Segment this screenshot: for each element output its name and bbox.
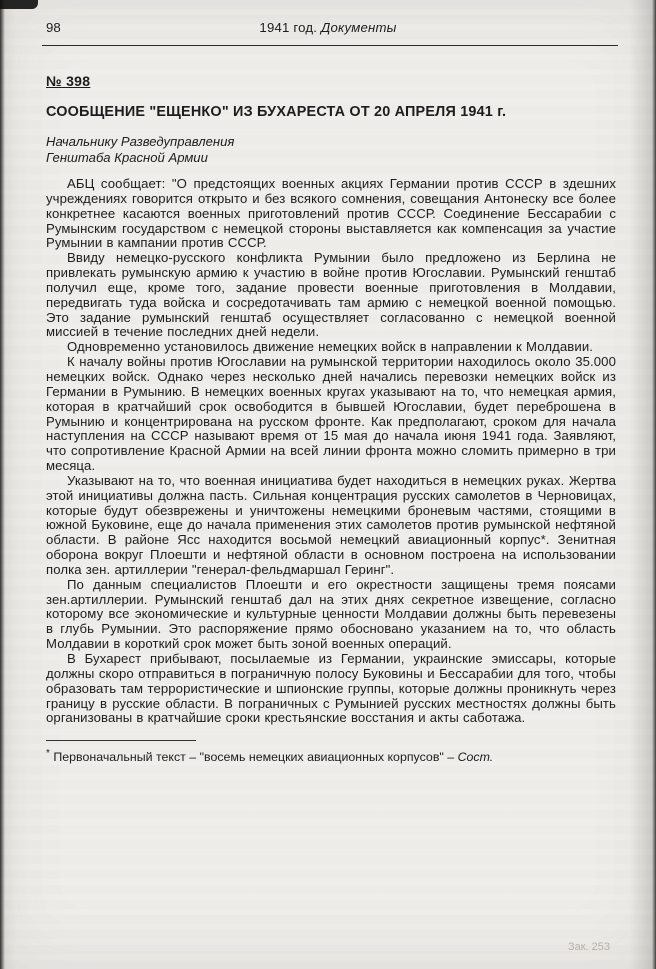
footnote-body: Первоначальный текст – "восемь немецких авиационных корпусов" –: [49, 750, 458, 765]
paragraph-7: В Бухарест прибывают, посылаемые из Германии, украинские эмиссары, которые должны скоро отправиться в пограничную полосу Буковины и Бессарабии для того, чтобы образовать там террористические и шпионские группы, которые должны проникнуть через границу в русские области. В пограничных с Румынией русских местностях должны быть организованы в кратчайшие сроки крестьянские восстания и акты саботажа.: [46, 651, 616, 726]
footnote-marker: *: [46, 748, 50, 760]
addressee-line-1: Начальнику Разведуправления: [46, 134, 235, 149]
header-rule: [42, 45, 618, 46]
paragraph-4: К началу войны против Югославии на румынской территории находилось около 35.000 немецких войск. Однако через несколько дней начались перевозки немецких войск из Германии в Румынию. В немецких военных кругах указывают на то, что немецкая армия, которая в кратчайший срок освободится в бывшей Югославии, будет переброшена в Румынию и концентрирована на русском фронте. Как предполагают, сроком для начала наступления на СССР называют время от 15 мая до начала июня 1941 года. Заявляют, что сопротивление Красной Армии на всей линии фронта можно сломить примерно в три месяца.: [46, 354, 616, 474]
paragraph-6: По данным специалистов Плоешти и его окрестности защищены тремя поясами зен.артиллерии. Румынский генштаб дал на этих днях секретное извещение, согласно которому все экономические и культурные ценности Молдавии должны быть перевезены в глубь Румынии. Это распоряжение прямо обосновано указанием на то, что область Молдавии в короткий срок может быть зоной военных операций.: [46, 576, 616, 652]
running-title: [0, 20, 656, 35]
paragraph-2: Ввиду немецко-русского конфликта Румынии было предложено из Берлина не привлекать румынскую армию к участию в войне против Югославии. Румынский генштаб получил еще, кроме того, задание провести военные приготовления в Молдавии, передвигать туда войска и сосредотачивать там армию с немецкой военной помощью. Это задание румынский генштаб осуществляет согласованно с немецкой военной миссией в течение последних дней недели.: [46, 250, 616, 340]
print-order-mark: Зак. 253: [567, 941, 610, 953]
paragraph-5: Указывают на то, что военная инициатива будет находиться в немецких руках. Жертва этой инициативы должна пасть. Сильная концентрация русских самолетов в Черновицах, которые будут обезврежены и уничтожены немецкими броневым частями, стоящими в южной Буковине, еще до начала применения этих самолетов против румынской нефтяной области. В районе Ясс находится восьмой немецкий авиационный корпус*. Зенитная оборона вокруг Плоешти и нефтяной области в основном построена на использовании полка зен. артиллерии "генерал-фельдмаршал Геринг".: [46, 472, 616, 577]
scan-edge-right: [652, 0, 656, 969]
footnote-rule: [46, 740, 196, 741]
document-content: [0, 73, 656, 765]
running-title-word: Документы: [321, 20, 397, 35]
footnote-text: [46, 746, 616, 765]
paragraph-1: АБЦ сообщает: "О предстоящих военных акциях Германии против СССР в здешних учреждениях говорится открыто и без всякого сомнения, совещания Антонеску все более конкретнее касаются военных приготовлений против СССР. Соединение Бессарабии с Румынским государством с немецкой стороны выставляется как компенсация за участие Румынии в кампании против СССР.: [46, 176, 616, 251]
paragraph-3: Одновременно установилось движение немецких войск в направлении к Молдавии.: [67, 339, 594, 355]
addressee-block: [46, 134, 616, 166]
document-text: [46, 177, 616, 726]
footnote-source: Сост.: [457, 750, 494, 765]
running-title-year: 1941 год.: [259, 20, 322, 35]
page-number: 98: [46, 20, 61, 35]
page-header: [0, 0, 656, 38]
addressee-line-2: Генштаба Красной Армии: [46, 150, 208, 165]
document-number: № 398: [46, 73, 91, 89]
document-title: СООБЩЕНИЕ "ЕЩЕНКО" ИЗ БУХАРЕСТА ОТ 20 АПРЕЛЯ 1941 г.: [46, 104, 507, 120]
scan-edge-left: [0, 0, 5, 969]
footnote: [46, 740, 616, 765]
